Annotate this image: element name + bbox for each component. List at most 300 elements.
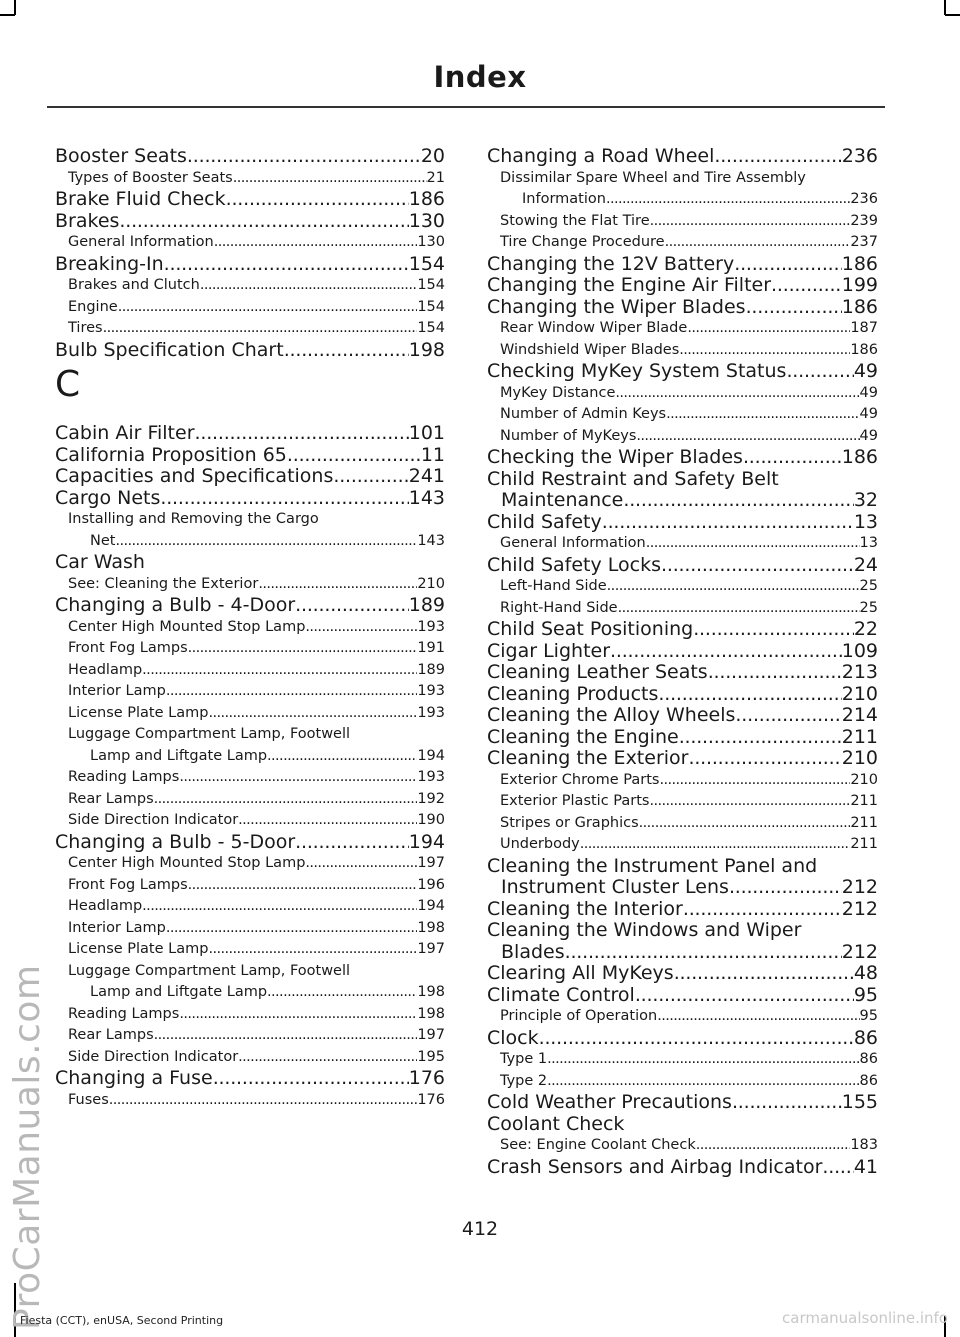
entry-text: Lamp and Liftgate Lamp [90,984,268,1000]
index-entry [55,1068,445,1090]
entry-text: Child Safety Locks [487,553,662,576]
index-entry [55,340,445,362]
index-entry [55,423,445,445]
dot-leader [729,877,842,899]
index-subentry [55,574,445,596]
dot-leader [618,598,860,620]
entry-text: Cleaning the Interior [487,897,683,920]
entry-text: Dissimilar Spare Wheel and Tire Assembly [500,169,806,186]
index-subentry [55,660,445,682]
index-subentry [487,340,878,362]
page-ref: 213 [841,661,878,683]
dot-leader [679,340,850,362]
page-ref: 236 [841,145,878,167]
index-subentry [55,810,445,832]
page-title: Index [433,60,527,94]
entry-text: Changing a Road Wheel [487,145,715,167]
dot-leader [565,942,842,964]
page-ref: 186 [850,341,878,358]
index-subentry [55,896,445,918]
dot-leader [154,789,418,811]
dot-leader [615,383,859,405]
dot-leader [119,211,408,233]
page-ref: 22 [853,618,878,640]
page-ref: 130 [408,209,445,232]
page-ref: 130 [417,234,445,250]
index-entry [487,748,878,770]
page-ref: 210 [417,575,445,592]
index-entry [487,641,878,663]
page-ref: 193 [417,704,445,721]
page-ref: 195 [417,1048,445,1065]
index-subentry [55,275,445,297]
entry-text: General Information [500,535,646,551]
dot-leader [179,1004,417,1026]
index-entry [487,985,878,1007]
index-subentry [55,875,445,897]
entry-text: California Proposition 65 [55,443,287,466]
index-entry [487,856,878,878]
entry-text: Cigar Lighter [487,639,611,662]
page-ref: 211 [850,814,878,831]
entry-text: Information [522,191,606,207]
index-entry [487,920,878,942]
index-entry [55,254,445,276]
crop-mark [945,14,960,16]
page-ref: 186 [841,252,878,275]
index-subentry [55,318,445,340]
page-ref: 155 [841,1091,878,1113]
page-ref: 186 [408,188,445,210]
page-ref: 20 [420,145,445,167]
page-ref: 189 [408,594,445,616]
page-ref: 13 [859,535,878,551]
page-ref: 49 [859,427,878,444]
page-ref: 109 [841,639,878,662]
page-ref: 25 [859,599,878,616]
dot-leader [610,641,842,663]
page-ref: 49 [853,360,878,382]
index-entry [487,146,878,168]
dot-leader [164,254,409,276]
page-ref: 13 [853,510,878,533]
index-subentry [487,168,878,190]
page-ref: 176 [408,1067,445,1089]
index-subentry [55,617,445,639]
page-ref: 193 [417,618,445,635]
page-ref: 183 [850,1137,878,1153]
entry-text: Lamp and Liftgate Lamp [90,747,268,764]
dot-leader [771,275,842,297]
index-entry [487,1157,878,1179]
index-entry [487,254,878,276]
page-ref: 194 [417,898,445,914]
page-ref: 239 [850,212,878,229]
dot-leader [661,555,854,577]
index-entry [55,445,445,467]
entry-text: Side Direction Indicator [68,812,239,828]
index-subentry [55,1004,445,1026]
page-ref: 49 [859,384,878,401]
dot-leader [188,638,418,660]
entry-text: Cleaning the Engine [487,725,679,748]
entry-text: Brake Fluid Check [55,188,226,210]
page-ref: 143 [408,486,445,509]
entry-text: Side Direction Indicator [68,1048,239,1065]
entry-text: MyKey Distance [500,384,616,401]
dot-leader [305,853,417,875]
page-ref: 86 [859,1051,878,1067]
index-subentry [55,789,445,811]
dot-leader [214,232,418,254]
entry-text: Maintenance [501,489,624,511]
dot-leader [187,146,421,168]
dot-leader [746,297,842,319]
entry-text: Checking the Wiper Blades [487,446,743,468]
entry-text: Type 1 [500,1051,548,1067]
entry-text: Center High Mounted Stop Lamp [68,855,306,871]
index-subentry [55,297,445,319]
entry-text: Instrument Cluster Lens [501,876,729,898]
dot-leader [333,466,408,488]
dot-leader [547,1049,859,1071]
dot-leader [179,767,417,789]
index-subentry [487,383,878,405]
page-ref: 236 [850,191,878,207]
entry-text: Windshield Wiper Blades [500,341,680,358]
page-ref: 198 [417,984,445,1000]
page-ref: 25 [859,578,878,594]
index-subentry [487,318,878,340]
page-ref: 196 [417,876,445,893]
page-ref: 191 [417,640,445,656]
entry-text: Climate Control [487,983,635,1006]
entry-text: Types of Booster Seats [68,169,233,186]
index-subentry [487,1071,878,1093]
entry-text: Changing the 12V Battery [487,252,735,275]
dot-leader [166,918,418,940]
index-entry [487,877,878,899]
entry-text: Cabin Air Filter [55,422,195,444]
dot-leader [109,1090,418,1112]
index-subentry [55,724,445,746]
entry-text: Front Fog Lamps [68,876,188,893]
index-subentry [55,509,445,531]
dot-leader [657,1006,859,1028]
dot-leader [305,617,417,639]
index-subentry [487,426,878,448]
page-ref: 101 [408,422,445,444]
index-subentry [55,638,445,660]
dot-leader [267,982,417,1004]
page-ref: 187 [850,320,878,336]
dot-leader [154,1025,418,1047]
page-ref: 154 [417,277,445,293]
index-subentry [55,232,445,254]
entry-text: Changing a Bulb - 4-Door [55,594,296,616]
index-subentry [55,918,445,940]
page-ref: 194 [417,747,445,764]
index-entry [55,466,445,488]
dot-leader [666,404,859,426]
page-ref: 210 [841,682,878,705]
page-ref: 186 [841,446,878,468]
entry-text: Fuses [68,1091,109,1108]
dot-leader [287,445,421,467]
entry-text: Luggage Compartment Lamp, Footwell [68,962,351,979]
entry-text: Center High Mounted Stop Lamp [68,618,306,635]
dot-leader [696,1135,851,1157]
index-subentry [487,576,878,598]
entry-text: Changing the Engine Air Filter [487,274,772,296]
index-subentry [487,232,878,254]
index-subentry [487,1049,878,1071]
entry-text: Child Safety [487,510,602,533]
entry-text: Cold Weather Precautions [487,1091,732,1113]
entry-text: Changing a Bulb - 5-Door [55,830,296,853]
index-entry [55,211,445,233]
index-entry [55,189,445,211]
page-ref: 32 [853,489,878,511]
dot-leader [687,318,850,340]
index-entry [487,942,878,964]
section-letter: C [55,364,81,405]
page-ref: 86 [859,1072,878,1089]
dot-leader [708,662,842,684]
entry-text: Reading Lamps [68,769,180,785]
dot-leader [714,146,841,168]
dot-leader [602,512,854,534]
dot-leader [646,533,860,555]
index-entry [487,555,878,577]
page-ref: 198 [417,919,445,936]
entry-text: Stripes or Graphics [500,814,639,831]
dot-leader [213,1068,409,1090]
index-entry [487,361,878,383]
dot-leader [208,703,417,725]
dot-leader [295,832,409,854]
page-ref: 49 [859,406,878,422]
entry-text: Type 2 [500,1072,548,1089]
page-ref: 198 [408,338,445,361]
entry-text: License Plate Lamp [68,941,209,957]
entry-text: Headlamp [68,661,143,678]
dot-leader [580,834,851,856]
index-subentry [55,1090,445,1112]
index-subentry [487,211,878,233]
dot-leader [659,770,850,792]
entry-text: Net [90,532,116,549]
page-ref: 214 [841,704,878,726]
dot-leader [688,748,841,770]
entry-text: Car Wash [55,551,145,573]
index-entry [55,488,445,510]
entry-text: Clock [487,1026,539,1049]
page-ref: 193 [417,683,445,699]
page-ref: 190 [417,812,445,828]
dot-leader [743,447,842,469]
entry-text: Principle of Operation [500,1008,658,1024]
crop-mark [14,0,16,15]
index-entry [55,146,445,168]
dot-leader [208,939,417,961]
dot-leader [226,189,409,211]
index-subentry [487,770,878,792]
entry-text: Underbody [500,836,580,852]
entry-text: Cleaning the Instrument Panel and [487,854,818,877]
footer-text: Fiesta (CCT), enUSA, Second Printing [20,1314,224,1327]
page-ref: 154 [408,252,445,275]
entry-text: Checking MyKey System Status [487,360,787,382]
index-subentry [55,703,445,725]
dot-leader [674,963,854,985]
dot-leader [103,318,418,340]
index-subentry [487,189,878,211]
page-ref: 143 [417,532,445,549]
index-subentry [487,1006,878,1028]
entry-text: Rear Lamps [68,790,154,807]
index-entry [487,447,878,469]
index-entry [487,705,878,727]
index-entry [487,899,878,921]
dot-leader [658,684,841,706]
dot-leader [822,1157,853,1179]
index-entry [487,684,878,706]
page-number: 412 [461,1218,499,1240]
index-subentry [55,531,445,553]
dot-leader [267,746,417,768]
dot-leader [665,232,851,254]
entry-text: Cleaning Leather Seats [487,661,708,683]
page-ref: 186 [841,295,878,318]
index-entry [487,662,878,684]
index-subentry [55,767,445,789]
page-ref: 48 [853,962,878,984]
entry-text: Number of Admin Keys [500,406,667,422]
entry-text: Cleaning the Exterior [487,747,689,769]
crop-mark [0,14,15,16]
entry-text: Engine [68,298,118,315]
page-ref: 197 [417,941,445,957]
page-ref: 154 [417,320,445,336]
entry-text: Headlamp [68,898,143,914]
entry-text: Capacities and Specifications [55,465,334,487]
page-ref: 210 [841,747,878,769]
page-ref: 199 [841,274,878,296]
entry-text: Cargo Nets [55,486,161,509]
dot-leader [693,619,854,641]
entry-text: See: Engine Coolant Check [500,1137,696,1153]
entry-text: Installing and Removing the Cargo [68,511,319,527]
entry-text: Right-Hand Side [500,599,618,616]
dot-leader [200,275,417,297]
page-ref: 95 [853,983,878,1006]
index-entry [487,297,878,319]
index-subentry [55,982,445,1004]
page-ref: 211 [841,725,878,748]
page-ref: 95 [859,1008,878,1024]
index-subentry [55,1047,445,1069]
dot-leader [547,1071,859,1093]
entry-text: Booster Seats [55,145,187,167]
page-ref: 237 [850,234,878,250]
entry-text: Brakes and Clutch [68,277,200,293]
page-ref: 154 [417,298,445,315]
index-column-right [487,146,878,1178]
dot-leader [142,896,417,918]
index-entry [487,275,878,297]
page-ref: 193 [417,769,445,785]
dot-leader [238,1047,417,1069]
entry-text: Exterior Chrome Parts [500,771,660,788]
entry-text: Front Fog Lamps [68,640,188,656]
index-subentry [487,404,878,426]
index-entry [487,490,878,512]
dot-leader [735,705,841,727]
index-subentry [55,681,445,703]
dot-leader [284,340,409,362]
entry-text: Changing the Wiper Blades [487,295,746,318]
entry-text: General Information [68,234,214,250]
entry-text: Interior Lamp [68,683,166,699]
page-ref: 194 [408,830,445,853]
index-subentry [55,939,445,961]
index-subentry [487,791,878,813]
entry-text: Breaking-In [55,252,164,275]
page-ref: 192 [417,790,445,807]
dot-leader [166,681,418,703]
index-subentry [55,853,445,875]
page-ref: 212 [841,897,878,920]
page-ref: 198 [417,1005,445,1022]
index-entry [487,1114,878,1136]
index-entry [487,512,878,534]
page-ref: 11 [420,443,445,466]
entry-text: Interior Lamp [68,919,166,936]
entry-text: See: Cleaning the Exterior [68,575,259,592]
entry-text: Crash Sensors and Airbag Indicator [487,1155,823,1178]
dot-leader [233,168,427,190]
entry-text: Clearing All MyKeys [487,962,674,984]
dot-leader [636,426,859,448]
page-ref: 197 [417,855,445,871]
dot-leader [258,574,417,596]
index-entry [487,1028,878,1050]
dot-leader [786,361,853,383]
dot-leader [679,727,842,749]
page-ref: 241 [408,465,445,487]
entry-text: Reading Lamps [68,1005,180,1022]
entry-text: Rear Window Wiper Blade [500,320,688,336]
dot-leader [195,423,409,445]
page-ref: 197 [417,1027,445,1043]
dot-leader [238,810,417,832]
index-entry [55,595,445,617]
entry-text: Cleaning Products [487,682,659,705]
dot-leader [142,660,417,682]
index-column-left [55,146,445,1111]
page-ref: 212 [841,940,878,963]
page-ref: 211 [850,836,878,852]
index-subentry [55,961,445,983]
entry-text: Rear Lamps [68,1027,154,1043]
dot-leader [118,297,418,319]
entry-text: Luggage Compartment Lamp, Footwell [68,726,351,742]
dot-leader [606,189,850,211]
index-entry [487,469,878,491]
dot-leader [649,791,850,813]
entry-text: Left-Hand Side [500,578,607,594]
